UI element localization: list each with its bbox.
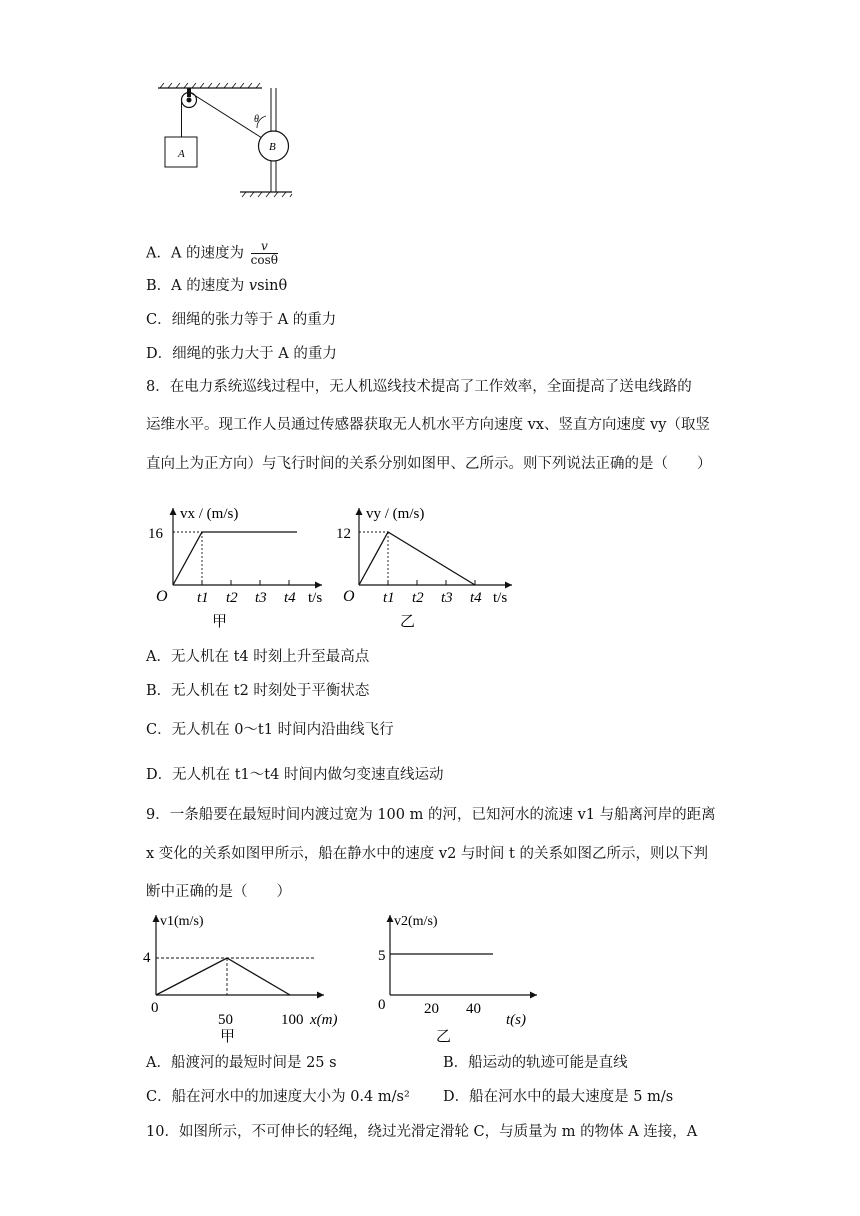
- q8-yi-ytick: 12: [336, 526, 351, 542]
- q9-jia-ylabel: v1(m/s): [160, 914, 204, 929]
- q8-yi-curve: [359, 532, 475, 585]
- fraction-denominator: cosθ: [250, 253, 278, 267]
- q8-option-d: D．无人机在 t1～t4 时间内做匀变速直线运动: [146, 767, 444, 783]
- q9-option-c: C．船在河水中的加速度大小为 0.4 m/s²: [146, 1089, 410, 1105]
- q9-yi-ytick: 5: [378, 948, 386, 964]
- q9-jia-ytick: 4: [143, 950, 151, 966]
- q9-jia-tick-100: 100: [281, 1012, 304, 1028]
- q7-option-c: C．细绳的张力等于 A 的重力: [146, 312, 337, 328]
- q8-jia-ytick: 16: [148, 526, 163, 542]
- q8-graph-jia: [140, 500, 330, 635]
- q9-yi-ylabel: v2(m/s): [394, 914, 438, 929]
- q9-option-a: A．船渡河的最短时间是 25 s: [146, 1055, 337, 1071]
- q8-yi-caption: 乙: [400, 614, 416, 630]
- q9-jia-caption: 甲: [220, 1029, 236, 1045]
- q9-graph-yi: [372, 905, 552, 1045]
- ring-b-label: B: [269, 141, 276, 153]
- q9-stem-line1: 9．一条船要在最短时间内渡过宽为 100 m 的河，已知河水的流速 v1 与船离河岸的距离: [146, 807, 716, 823]
- q9-yi-tick-40: 40: [466, 1001, 481, 1017]
- q9-jia-xlabel: x(m): [310, 1012, 338, 1028]
- q8-stem-line1: 8．在电力系统巡线过程中，无人机巡线技术提高了工作效率，全面提高了送电线路的: [146, 379, 692, 395]
- q7-option-a-text: A．A 的速度为: [146, 245, 245, 262]
- q8-jia-xlabel: t/s: [308, 590, 323, 606]
- q7-option-b-text: B．A 的速度为: [146, 278, 249, 294]
- q8-yi-tick-t1: t1: [383, 590, 395, 606]
- q8-graph-yi: [330, 500, 520, 635]
- pulley-figure: [150, 80, 300, 200]
- q8-jia-tick-t4: t4: [284, 590, 296, 606]
- q8-jia-ylabel: vx / (m/s): [180, 506, 239, 522]
- q8-yi-tick-t4: t4: [470, 590, 482, 606]
- q7-option-a: [146, 240, 278, 267]
- q8-jia-tick-t2: t2: [226, 590, 238, 606]
- q9-stem-line3: 断中正确的是（ ）: [146, 884, 291, 900]
- q8-option-a: A．无人机在 t4 时刻上升至最高点: [146, 649, 370, 665]
- q9-jia-tick-50: 50: [218, 1012, 233, 1028]
- q9-yi-origin: 0: [378, 997, 386, 1013]
- q9-yi-caption: 乙: [436, 1029, 452, 1045]
- q9-option-b: B．船运动的轨迹可能是直线: [443, 1055, 628, 1071]
- q8-yi-tick-t3: t3: [441, 590, 453, 606]
- q9-jia-origin: 0: [151, 1000, 159, 1016]
- q8-jia-caption: 甲: [212, 614, 228, 630]
- q8-jia-tick-t1: t1: [197, 590, 209, 606]
- q8-jia-curve: [173, 532, 297, 585]
- q8-stem-line3: 直向上为正方向）与飞行时间的关系分别如图甲、乙所示。则下列说法正确的是（ ）: [146, 456, 712, 472]
- q10-stem-line1: 10．如图所示，不可伸长的轻绳，绕过光滑定滑轮 C，与质量为 m 的物体 A 连接，A: [146, 1124, 698, 1140]
- fraction-numerator: v: [251, 240, 278, 254]
- q8-yi-ylabel: vy / (m/s): [366, 506, 425, 522]
- q9-stem-line2: x 变化的关系如图甲所示，船在静水中的速度 v2 与时间 t 的关系如图乙所示，则以下判: [146, 846, 708, 862]
- q9-graph-jia: [140, 905, 370, 1045]
- q8-jia-origin: O: [156, 588, 168, 605]
- q8-yi-origin: O: [343, 588, 355, 605]
- q7-option-d: D．细绳的张力大于 A 的重力: [146, 346, 337, 362]
- q8-yi-tick-t2: t2: [412, 590, 424, 606]
- q7-option-b-var: v: [248, 278, 258, 294]
- block-a-label: A: [178, 148, 185, 160]
- q8-stem-line2: 运维水平。现工作人员通过传感器获取无人机水平方向速度 vx、竖直方向速度 vy（取竖: [146, 417, 710, 433]
- q7-option-b-suffix: sinθ: [257, 278, 288, 294]
- q8-yi-xlabel: t/s: [493, 590, 508, 606]
- q9-option-d: D．船在河水中的最大速度是 5 m/s: [443, 1089, 674, 1105]
- q7-option-b: [146, 277, 287, 295]
- theta-label: θ: [254, 114, 259, 125]
- q9-jia-curve: [156, 958, 290, 995]
- q8-jia-tick-t3: t3: [255, 590, 267, 606]
- fraction: [251, 240, 278, 267]
- q9-yi-xlabel: t(s): [506, 1012, 526, 1028]
- q8-option-b: B．无人机在 t2 时刻处于平衡状态: [146, 683, 370, 699]
- q8-option-c: C．无人机在 0～t1 时间内沿曲线飞行: [146, 722, 394, 738]
- q9-yi-tick-20: 20: [424, 1001, 439, 1017]
